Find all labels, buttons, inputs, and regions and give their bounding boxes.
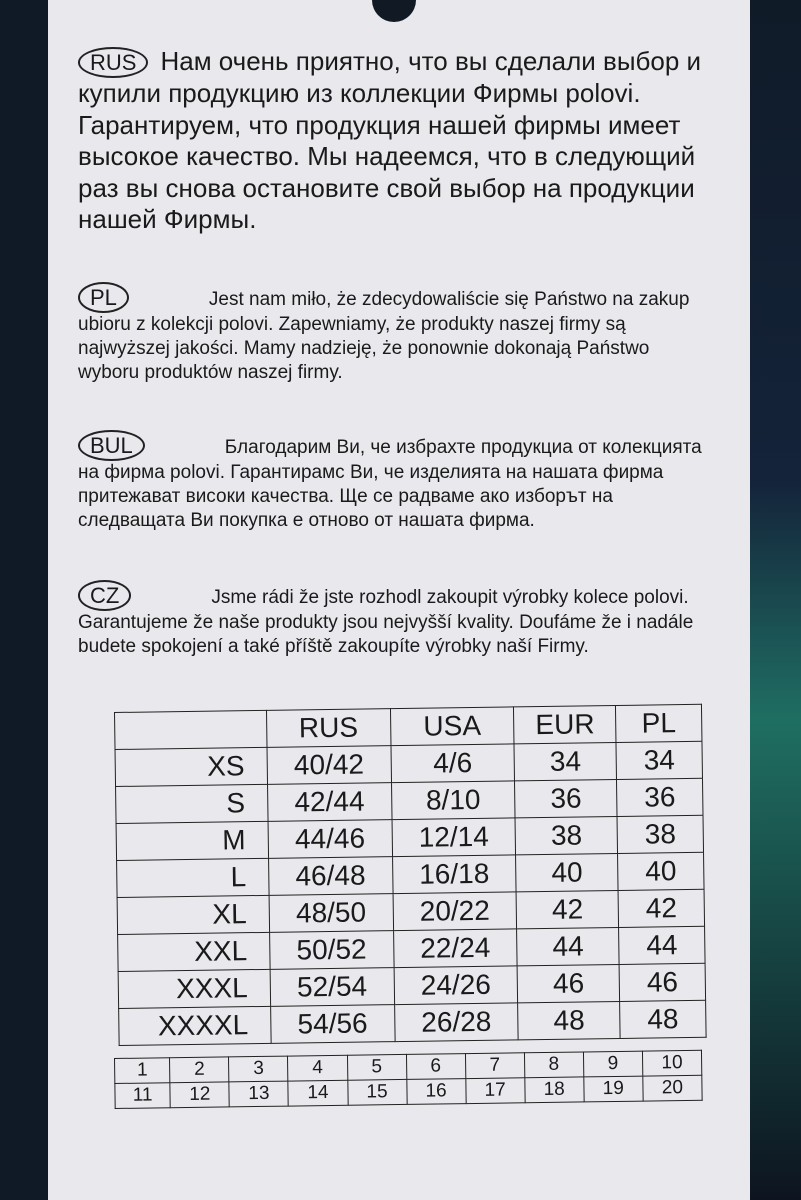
- number-cell: 7: [465, 1053, 524, 1079]
- table-cell: 42/44: [267, 783, 391, 822]
- section-cz: [78, 580, 703, 659]
- table-cell: 34: [616, 741, 702, 779]
- size-label: XL: [117, 895, 269, 934]
- size-label: M: [116, 821, 268, 860]
- size-label: XXXL: [118, 969, 270, 1008]
- size-label: XXL: [118, 932, 270, 971]
- number-cell: 1: [115, 1058, 171, 1084]
- table-row: [119, 1000, 706, 1045]
- header-cell-pl: PL: [616, 704, 702, 742]
- table-cell: 40: [618, 852, 704, 890]
- number-cell: 11: [115, 1083, 171, 1109]
- number-cell: 16: [406, 1079, 465, 1105]
- number-cell: 9: [583, 1051, 642, 1077]
- table-cell: 8/10: [391, 781, 515, 820]
- number-cell: 17: [465, 1078, 524, 1104]
- table-cell: 4/6: [391, 744, 515, 783]
- number-cell: 3: [229, 1056, 288, 1082]
- number-cell: 6: [406, 1054, 465, 1080]
- table-cell: 52/54: [270, 968, 394, 1007]
- table-cell: 42: [618, 889, 704, 927]
- section-cz-text: Jsme rádi že jste rozhodl zakoupit výrobky kolece polovi. Garantujeme že naše produkty jsou nejvyšší kvality. Doufáme že i nadále budete spokojení a také příště zakoupíte výrobky naší Firmy.: [78, 587, 694, 657]
- size-label: L: [117, 858, 269, 897]
- header-cell: [115, 710, 267, 749]
- number-cell: 5: [347, 1054, 406, 1080]
- background-fabric: [741, 0, 801, 1200]
- number-cell: 13: [229, 1081, 288, 1107]
- table-cell: 22/24: [393, 929, 517, 968]
- size-label: XXXXL: [119, 1006, 271, 1045]
- section-rus: [78, 46, 703, 236]
- table-cell: 24/26: [394, 966, 518, 1005]
- size-label: XS: [115, 747, 267, 786]
- table-cell: 38: [515, 816, 617, 854]
- table-cell: 16/18: [392, 855, 516, 894]
- header-cell-eur: EUR: [514, 705, 616, 743]
- number-cell: 10: [642, 1050, 702, 1076]
- section-pl-text: Jest nam miło, że zdecydowaliście się Państwo na zakup ubioru z kolekcji polovi. Zapewniamy, że produkty naszej firmy są najwyższej jakości. Mamy nadzieję, że ponownie dokonają Państwo wyboru produktów naszej firmy.: [78, 289, 690, 383]
- language-badge-rus: RUS: [78, 47, 148, 78]
- number-cell: 2: [170, 1057, 229, 1083]
- section-bul: [78, 430, 703, 533]
- table-cell: 40: [516, 853, 618, 891]
- table-cell: 36: [617, 778, 703, 816]
- header-cell-rus: RUS: [266, 709, 390, 748]
- table-cell: 42: [516, 890, 618, 928]
- language-badge-pl: PL: [78, 282, 129, 313]
- table-cell: 34: [514, 742, 616, 780]
- table-cell: 44/46: [268, 820, 392, 859]
- table-cell: 44: [619, 926, 705, 964]
- table-cell: 38: [617, 815, 703, 853]
- table-cell: 40/42: [267, 746, 391, 785]
- header-cell-usa: USA: [390, 707, 514, 746]
- language-badge-cz: CZ: [78, 580, 131, 611]
- number-grid: [114, 1050, 703, 1109]
- section-rus-text: Нам очень приятно, что вы сделали выбор и купили продукцию из коллекции Фирмы polovi. Гарантируем, что продукция нашей фирмы имеет высокое качество. Мы надеемся, что в следующий раз вы снова остановите свой выбор на продукции нашей Фирмы.: [78, 46, 702, 234]
- table-cell: 26/28: [394, 1003, 518, 1042]
- number-cell: 12: [170, 1082, 229, 1108]
- number-cell: 19: [584, 1076, 643, 1102]
- number-cell: 20: [643, 1075, 703, 1101]
- number-cell: 8: [524, 1052, 583, 1078]
- table-cell: 46: [619, 963, 705, 1001]
- language-badge-bul: BUL: [78, 430, 145, 461]
- table-cell: 36: [515, 779, 617, 817]
- number-cell: 18: [525, 1077, 584, 1103]
- section-pl: [78, 282, 703, 385]
- number-cell: 15: [347, 1079, 406, 1105]
- table-cell: 48/50: [269, 894, 393, 933]
- number-cell: 4: [288, 1055, 347, 1081]
- number-cell: 14: [288, 1080, 347, 1106]
- section-bul-text: Благодарим Ви, че избрахте продукциа от колекцията на фирма polovi. Гарантирамс Ви, че изделията на нашата фирма притежават високи качества. Ще се радваме ако изборът на следващата Ви покупка е отново от нашата фирма.: [78, 437, 702, 531]
- table-cell: 50/52: [269, 931, 393, 970]
- table-cell: 12/14: [392, 818, 516, 857]
- table-cell: 20/22: [393, 892, 517, 931]
- table-cell: 54/56: [270, 1005, 394, 1044]
- table-cell: 46/48: [268, 857, 392, 896]
- size-table: [114, 704, 707, 1046]
- table-cell: 48: [518, 1001, 620, 1039]
- table-cell: 46: [517, 964, 619, 1002]
- table-cell: 48: [620, 1000, 706, 1038]
- size-label: S: [116, 784, 268, 823]
- table-cell: 44: [517, 927, 619, 965]
